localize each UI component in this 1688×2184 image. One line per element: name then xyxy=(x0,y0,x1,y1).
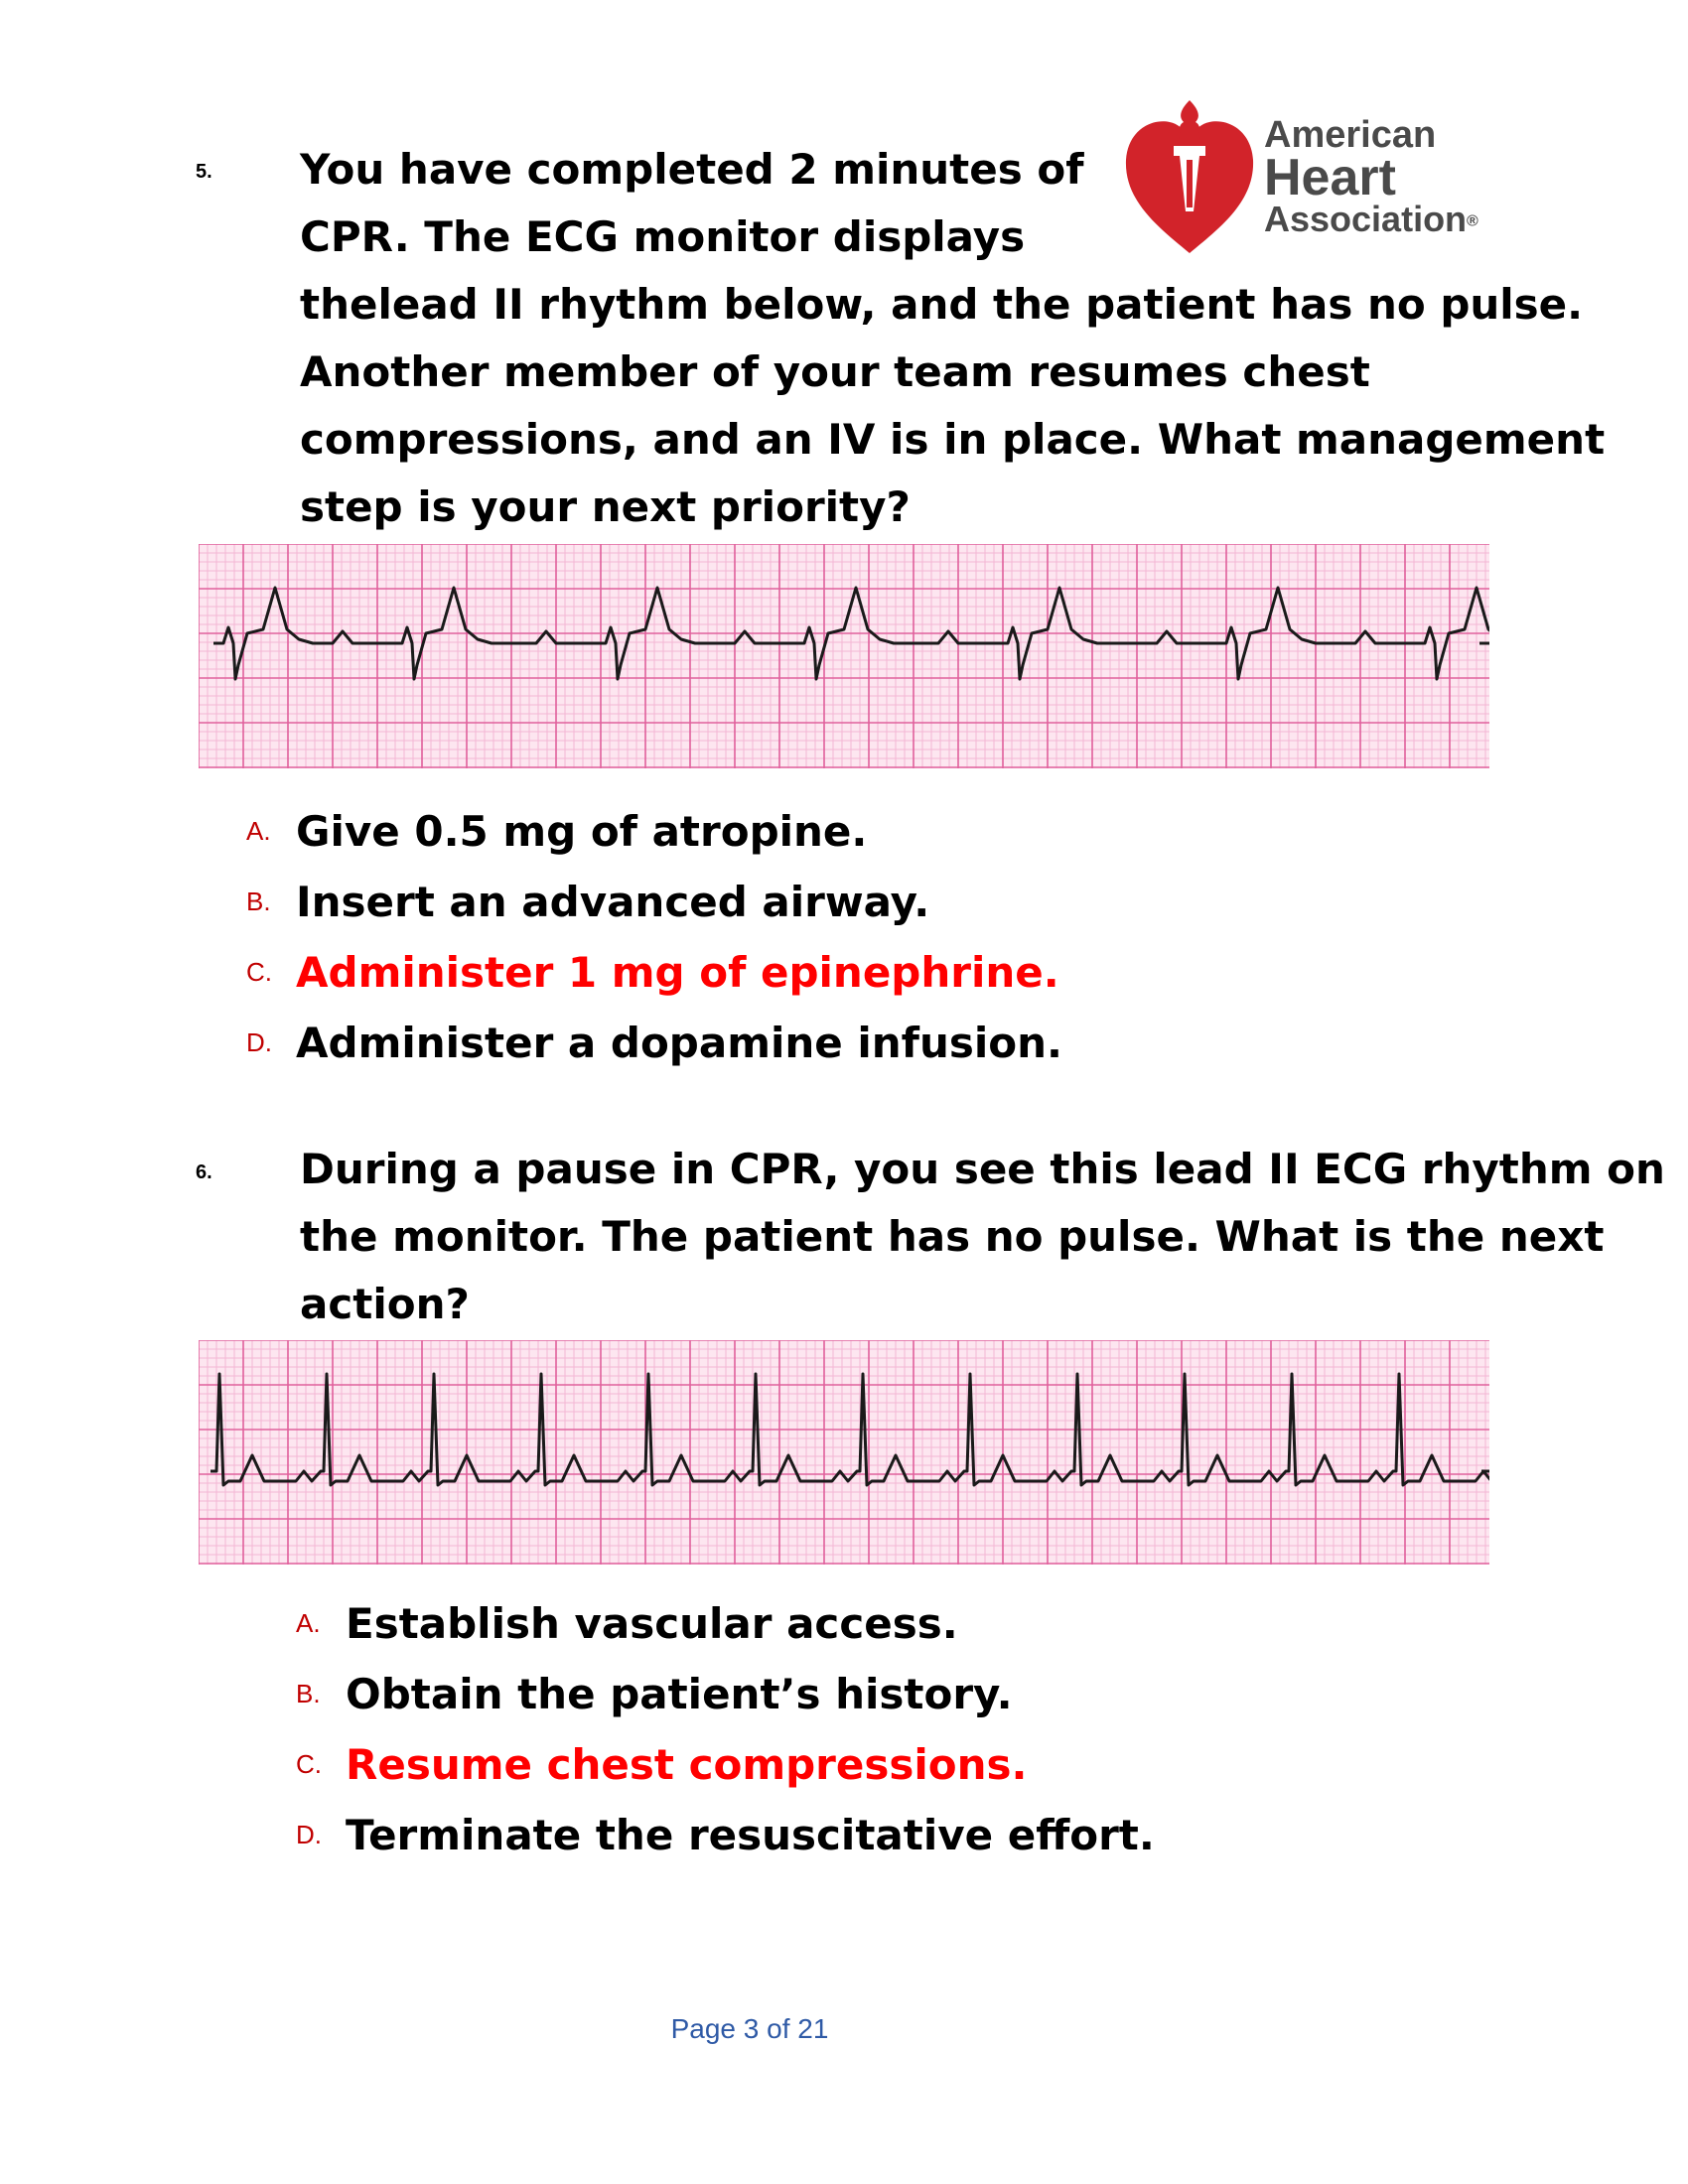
ecg-strip-q5-graphic xyxy=(199,544,1489,768)
question-5-line-4: Another member of your team resumes chest xyxy=(300,347,1370,396)
logo-word-heart: Heart xyxy=(1264,149,1396,206)
q6-choice-a-letter: A. xyxy=(296,1607,321,1638)
q6-choice-a[interactable] xyxy=(296,1593,958,1653)
q6-choice-d-letter: D. xyxy=(296,1819,322,1849)
q5-choice-a[interactable] xyxy=(246,801,867,861)
q5-choice-b-text: Insert an advanced airway. xyxy=(296,877,930,926)
q5-choice-b[interactable] xyxy=(246,872,929,931)
registered-mark: ® xyxy=(1467,212,1478,230)
question-6-number: 6. xyxy=(196,1161,212,1183)
q5-choice-a-text: Give 0.5 mg of atropine. xyxy=(296,806,868,856)
q6-choice-b-letter: B. xyxy=(296,1678,321,1708)
question-6-line-2: the monitor. The patient has no pulse. What is the next xyxy=(300,1212,1605,1261)
question-5-number: 5. xyxy=(196,161,212,183)
q6-choice-d-text: Terminate the resuscitative effort. xyxy=(346,1810,1155,1859)
page-number: Page 3 of 21 xyxy=(670,2013,829,2044)
q6-choice-c-letter: C. xyxy=(296,1748,322,1779)
ecg-strip-q5 xyxy=(199,544,1489,768)
q5-choice-a-letter: A. xyxy=(246,815,271,846)
q5-choice-d-text: Administer a dopamine infusion. xyxy=(296,1018,1062,1067)
q5-choice-b-letter: B. xyxy=(246,886,271,916)
q6-choice-d[interactable] xyxy=(296,1805,1155,1864)
ecg-strip-q6 xyxy=(199,1340,1489,1565)
q6-choice-b-text: Obtain the patient’s history. xyxy=(346,1669,1013,1718)
question-6-line-3: action? xyxy=(300,1280,470,1328)
question-5-line-1: You have completed 2 minutes of xyxy=(300,145,1084,194)
question-6-line-1: During a pause in CPR, you see this lead II ECG rhythm on xyxy=(300,1145,1665,1193)
ecg-paper xyxy=(199,544,1489,768)
question-5-line-6: step is your next priority? xyxy=(300,482,911,531)
q6-choice-c-correct[interactable] xyxy=(296,1734,1027,1794)
question-5-line-3: thelead II rhythm below, and the patient has no pulse. xyxy=(300,280,1584,329)
q6-choice-c-text: Resume chest compressions. xyxy=(346,1739,1028,1789)
question-5-line-5: compressions, and an IV is in place. What management xyxy=(300,415,1606,464)
logo-word-association-text: Association xyxy=(1264,199,1468,239)
logo-word-american: American xyxy=(1264,114,1437,156)
q5-choice-c-text: Administer 1 mg of epinephrine. xyxy=(296,947,1059,997)
question-5-stem xyxy=(300,136,1605,541)
q5-choice-d[interactable] xyxy=(246,1013,1062,1072)
q6-choice-a-text: Establish vascular access. xyxy=(346,1598,958,1648)
question-6-stem xyxy=(300,1136,1665,1338)
ecg-strip-q6-graphic xyxy=(199,1340,1489,1565)
question-5-line-2: CPR. The ECG monitor displays xyxy=(300,212,1026,261)
q5-choice-c-correct[interactable] xyxy=(246,942,1059,1002)
q5-choice-c-letter: C. xyxy=(246,956,272,987)
q5-choice-d-letter: D. xyxy=(246,1026,272,1057)
q6-choice-b[interactable] xyxy=(296,1664,1013,1723)
